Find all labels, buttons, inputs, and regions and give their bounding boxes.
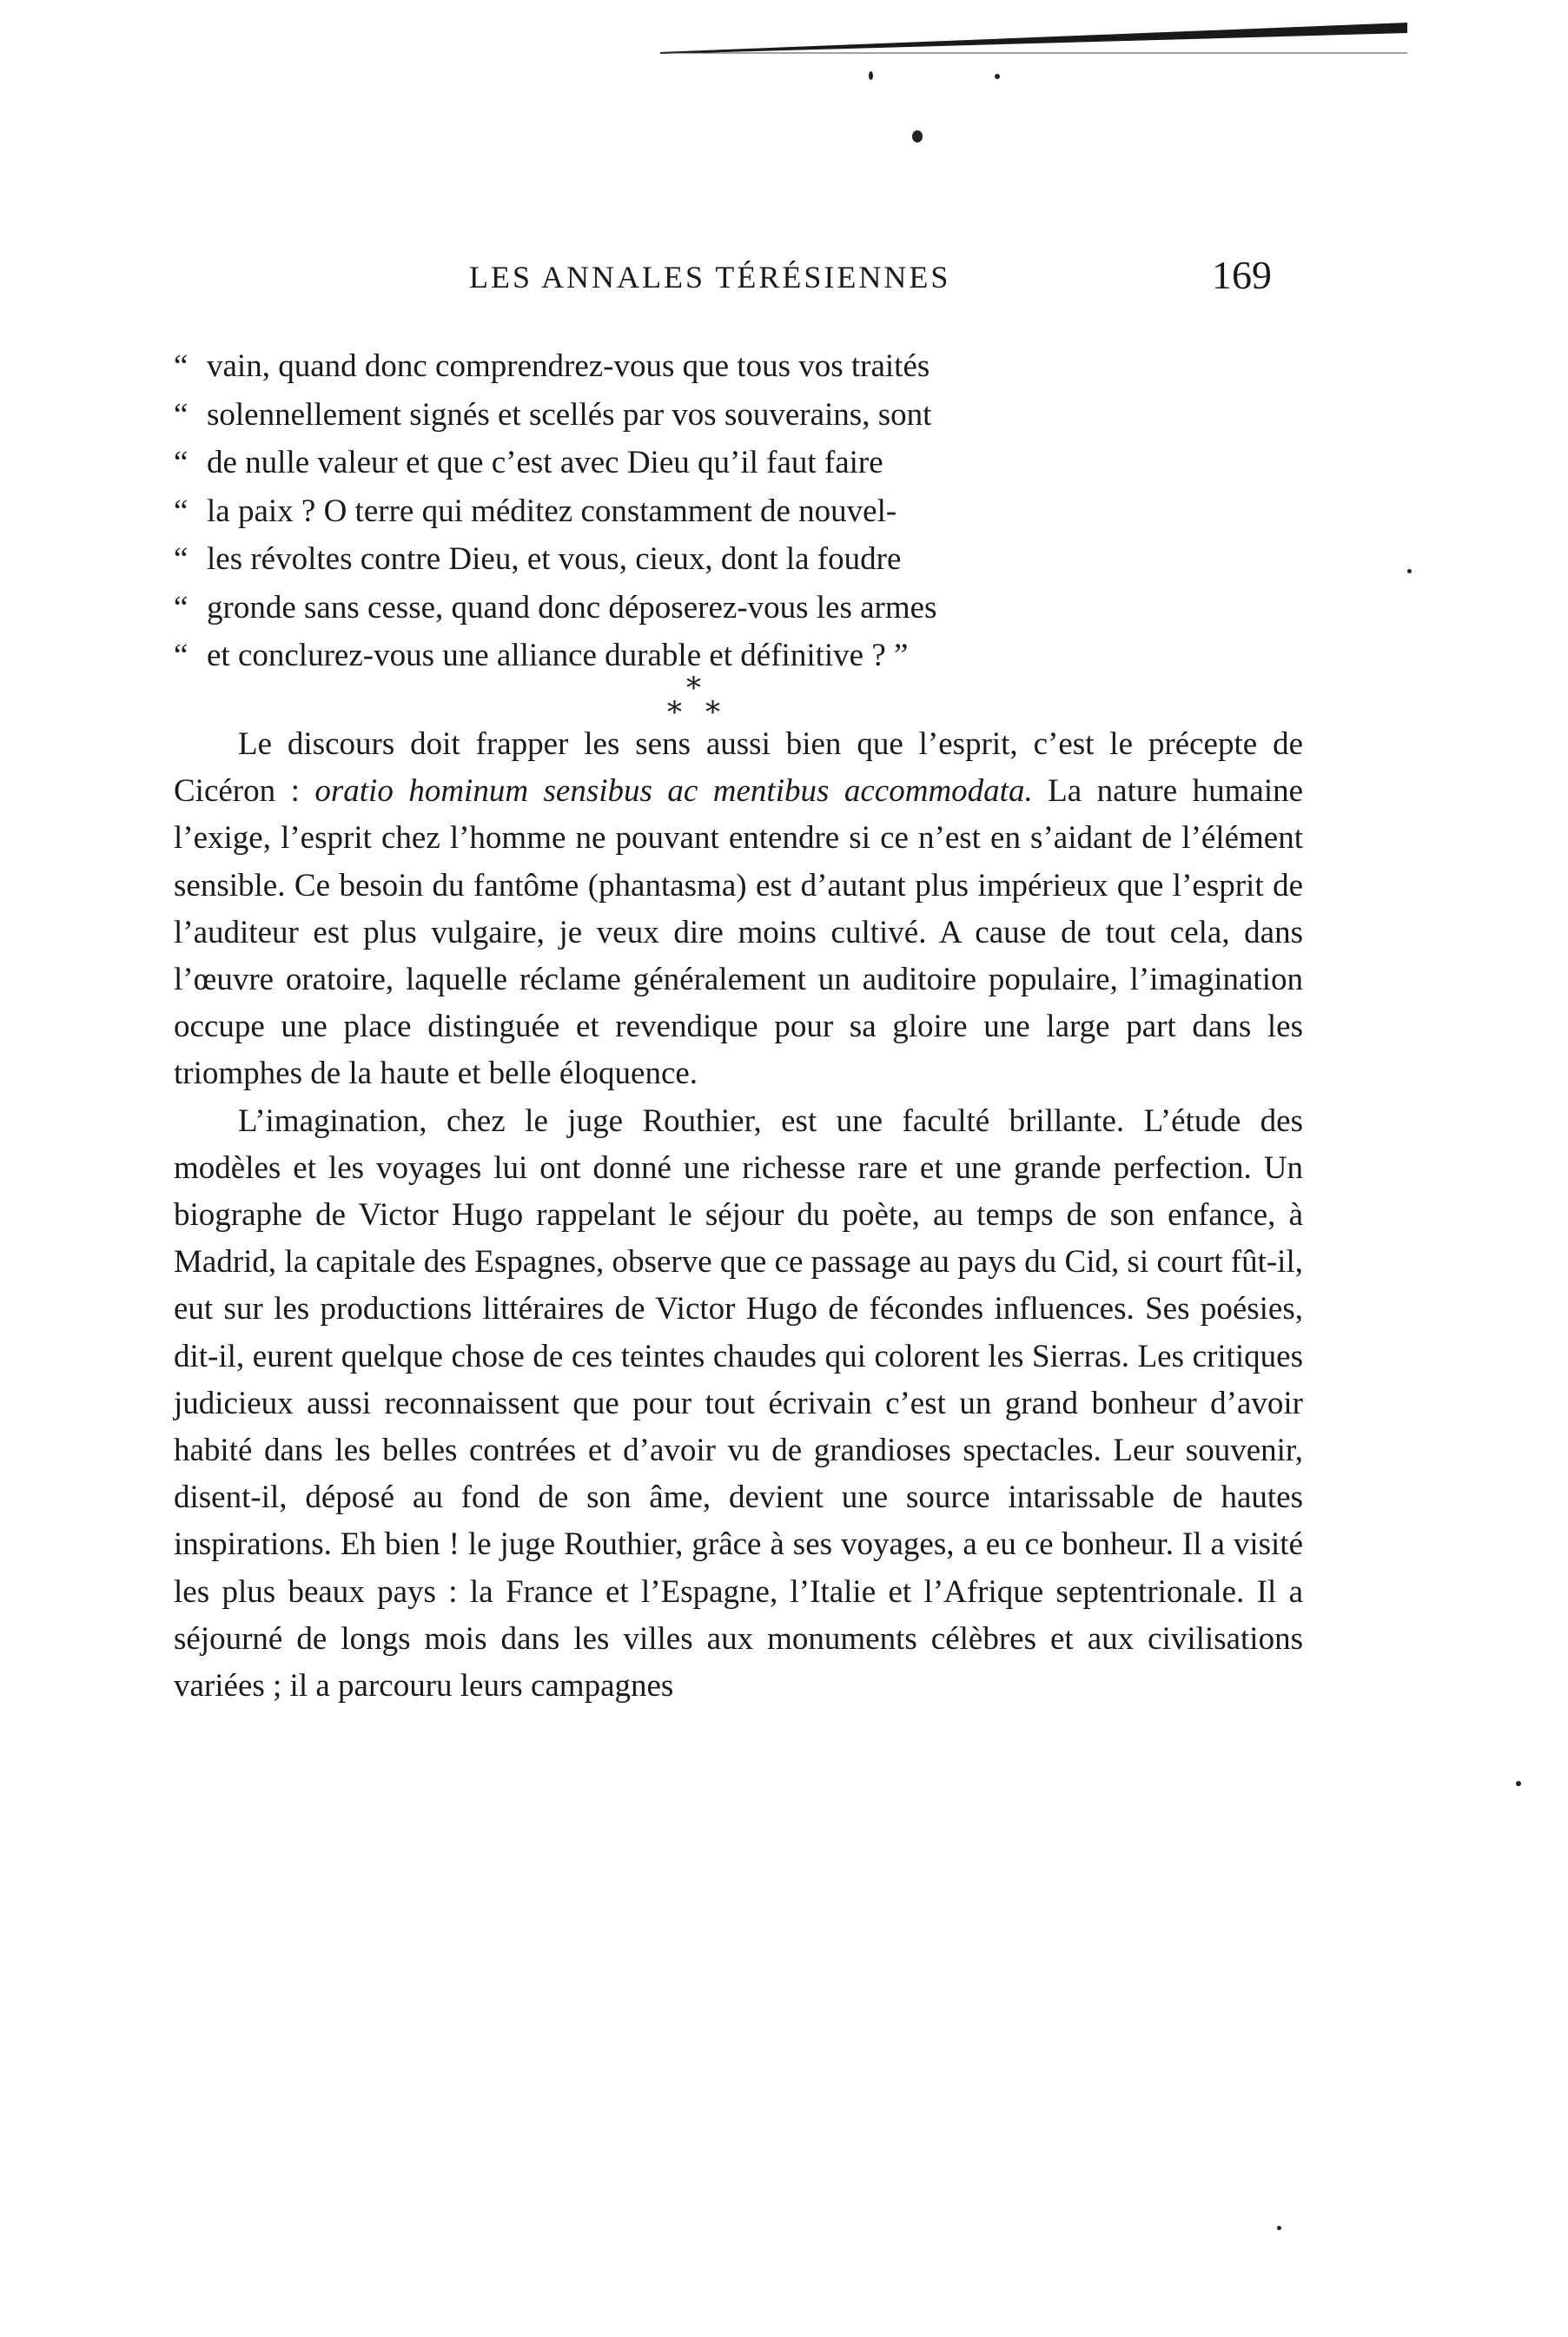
quotation-block — [174, 342, 1303, 680]
quote-line-text: vain, quand donc comprendrez-vous que tous vos traités — [207, 348, 930, 384]
quote-line-text: solennellement signés et scellés par vos souverains, sont — [207, 396, 932, 433]
running-title: LES ANNALES TÉRÉSIENNES — [469, 260, 951, 295]
quote-line-text: de nulle valeur et que c’est avec Dieu qu’il faut faire — [207, 445, 883, 480]
latin-quotation: oratio hominum sensibus ac mentibus accommodata. — [314, 773, 1033, 810]
quote-mark: “ — [174, 396, 189, 433]
ink-speck — [1516, 1781, 1521, 1786]
quote-line-text: gronde sans cesse, quand donc déposerez-vous les armes — [207, 589, 937, 626]
quote-line — [174, 584, 1303, 632]
page-number: 169 — [1212, 253, 1272, 297]
quote-line — [174, 391, 1303, 440]
quote-mark: “ — [174, 348, 189, 384]
ink-speck — [995, 74, 1000, 79]
asterism-star: * — [686, 671, 701, 705]
quote-line — [174, 487, 1303, 536]
ink-speck — [869, 71, 873, 80]
paragraph — [174, 721, 1303, 1098]
quote-mark: “ — [174, 541, 189, 577]
asterism-star: * — [667, 695, 682, 730]
quote-line — [174, 535, 1303, 584]
page-header — [0, 252, 1568, 304]
ink-speck — [912, 130, 923, 142]
ink-speck — [1277, 2226, 1281, 2230]
asterism-star: * — [705, 695, 720, 730]
quote-line-text: et conclurez-vous une alliance durable et définitive ? ” — [207, 638, 909, 673]
body-text — [174, 721, 1303, 1710]
quote-line-text: la paix ? O terre qui méditez constamment de nouvel- — [207, 493, 897, 529]
quote-line — [174, 632, 1303, 680]
paragraph-text: La nature humaine l’exige, l’esprit chez l’homme ne pouvant entendre si ce n’est en s’aidant de l’élément sensible. Ce besoin du fantôme (phantasma) est d’autant plus impérieux que l’esprit de l’auditeur est plus vulgaire, je veux dire moins cultivé. A cause de tout cela, dans l’œuvre oratoire, laquelle réclame généralement un auditoire populaire, l’imagination occupe une place distinguée et revendique pour sa gloire une large part dans les triomphes de la haute et belle éloquence. — [174, 773, 1304, 1092]
quote-mark: “ — [174, 445, 189, 480]
paragraph: L’imagination, chez le juge Routhier, est une faculté brillante. L’étude des modèles et les voyages lui ont donné une richesse rare et une grande perfection. Un biographe de Victor Hugo rappelant le séjour du poète, au temps de son enfance, à Madrid, la capitale des Espagnes, observe que ce passage au pays du Cid, si court fût-il, eut sur les productions littéraires de Victor Hugo de fécondes influences. Ses poésies, dit-il, eurent quelque chose de ces teintes chaudes qui colorent les Sierras. Les critiques judicieux aussi reconnaissent que pour tout écrivain c’est un grand bonheur d’avoir habité dans les belles contrées et d’avoir vu de grandioses spectacles. Leur souvenir, disent-il, déposé au fond de son âme, devient une source intarissable de hautes inspirations. Eh bien ! le juge Routhier, grâce à ses voyages, a eu ce bonheur. Il a visité les plus beaux pays : la France et l’Espagne, l’Italie et l’Afrique septentrionale. Il a séjourné de longs mois dans les villes aux monuments célèbres et aux civilisations variées ; il a parcouru leurs campagnes — [174, 1102, 1303, 1705]
quote-mark: “ — [174, 493, 189, 529]
quote-mark: “ — [174, 638, 189, 673]
quote-line — [174, 439, 1303, 487]
quote-line-text: les révoltes contre Dieu, et vous, cieux, dont la foudre — [207, 541, 902, 577]
ink-speck — [1407, 569, 1412, 573]
quote-line — [174, 342, 1303, 391]
quote-mark: “ — [174, 589, 189, 626]
paragraph-text: Le discours doit frapper les sens aussi bien que l’esprit, c’est le précepte de Cicéron : — [174, 726, 1303, 810]
top-rule-decoration — [660, 19, 1407, 54]
